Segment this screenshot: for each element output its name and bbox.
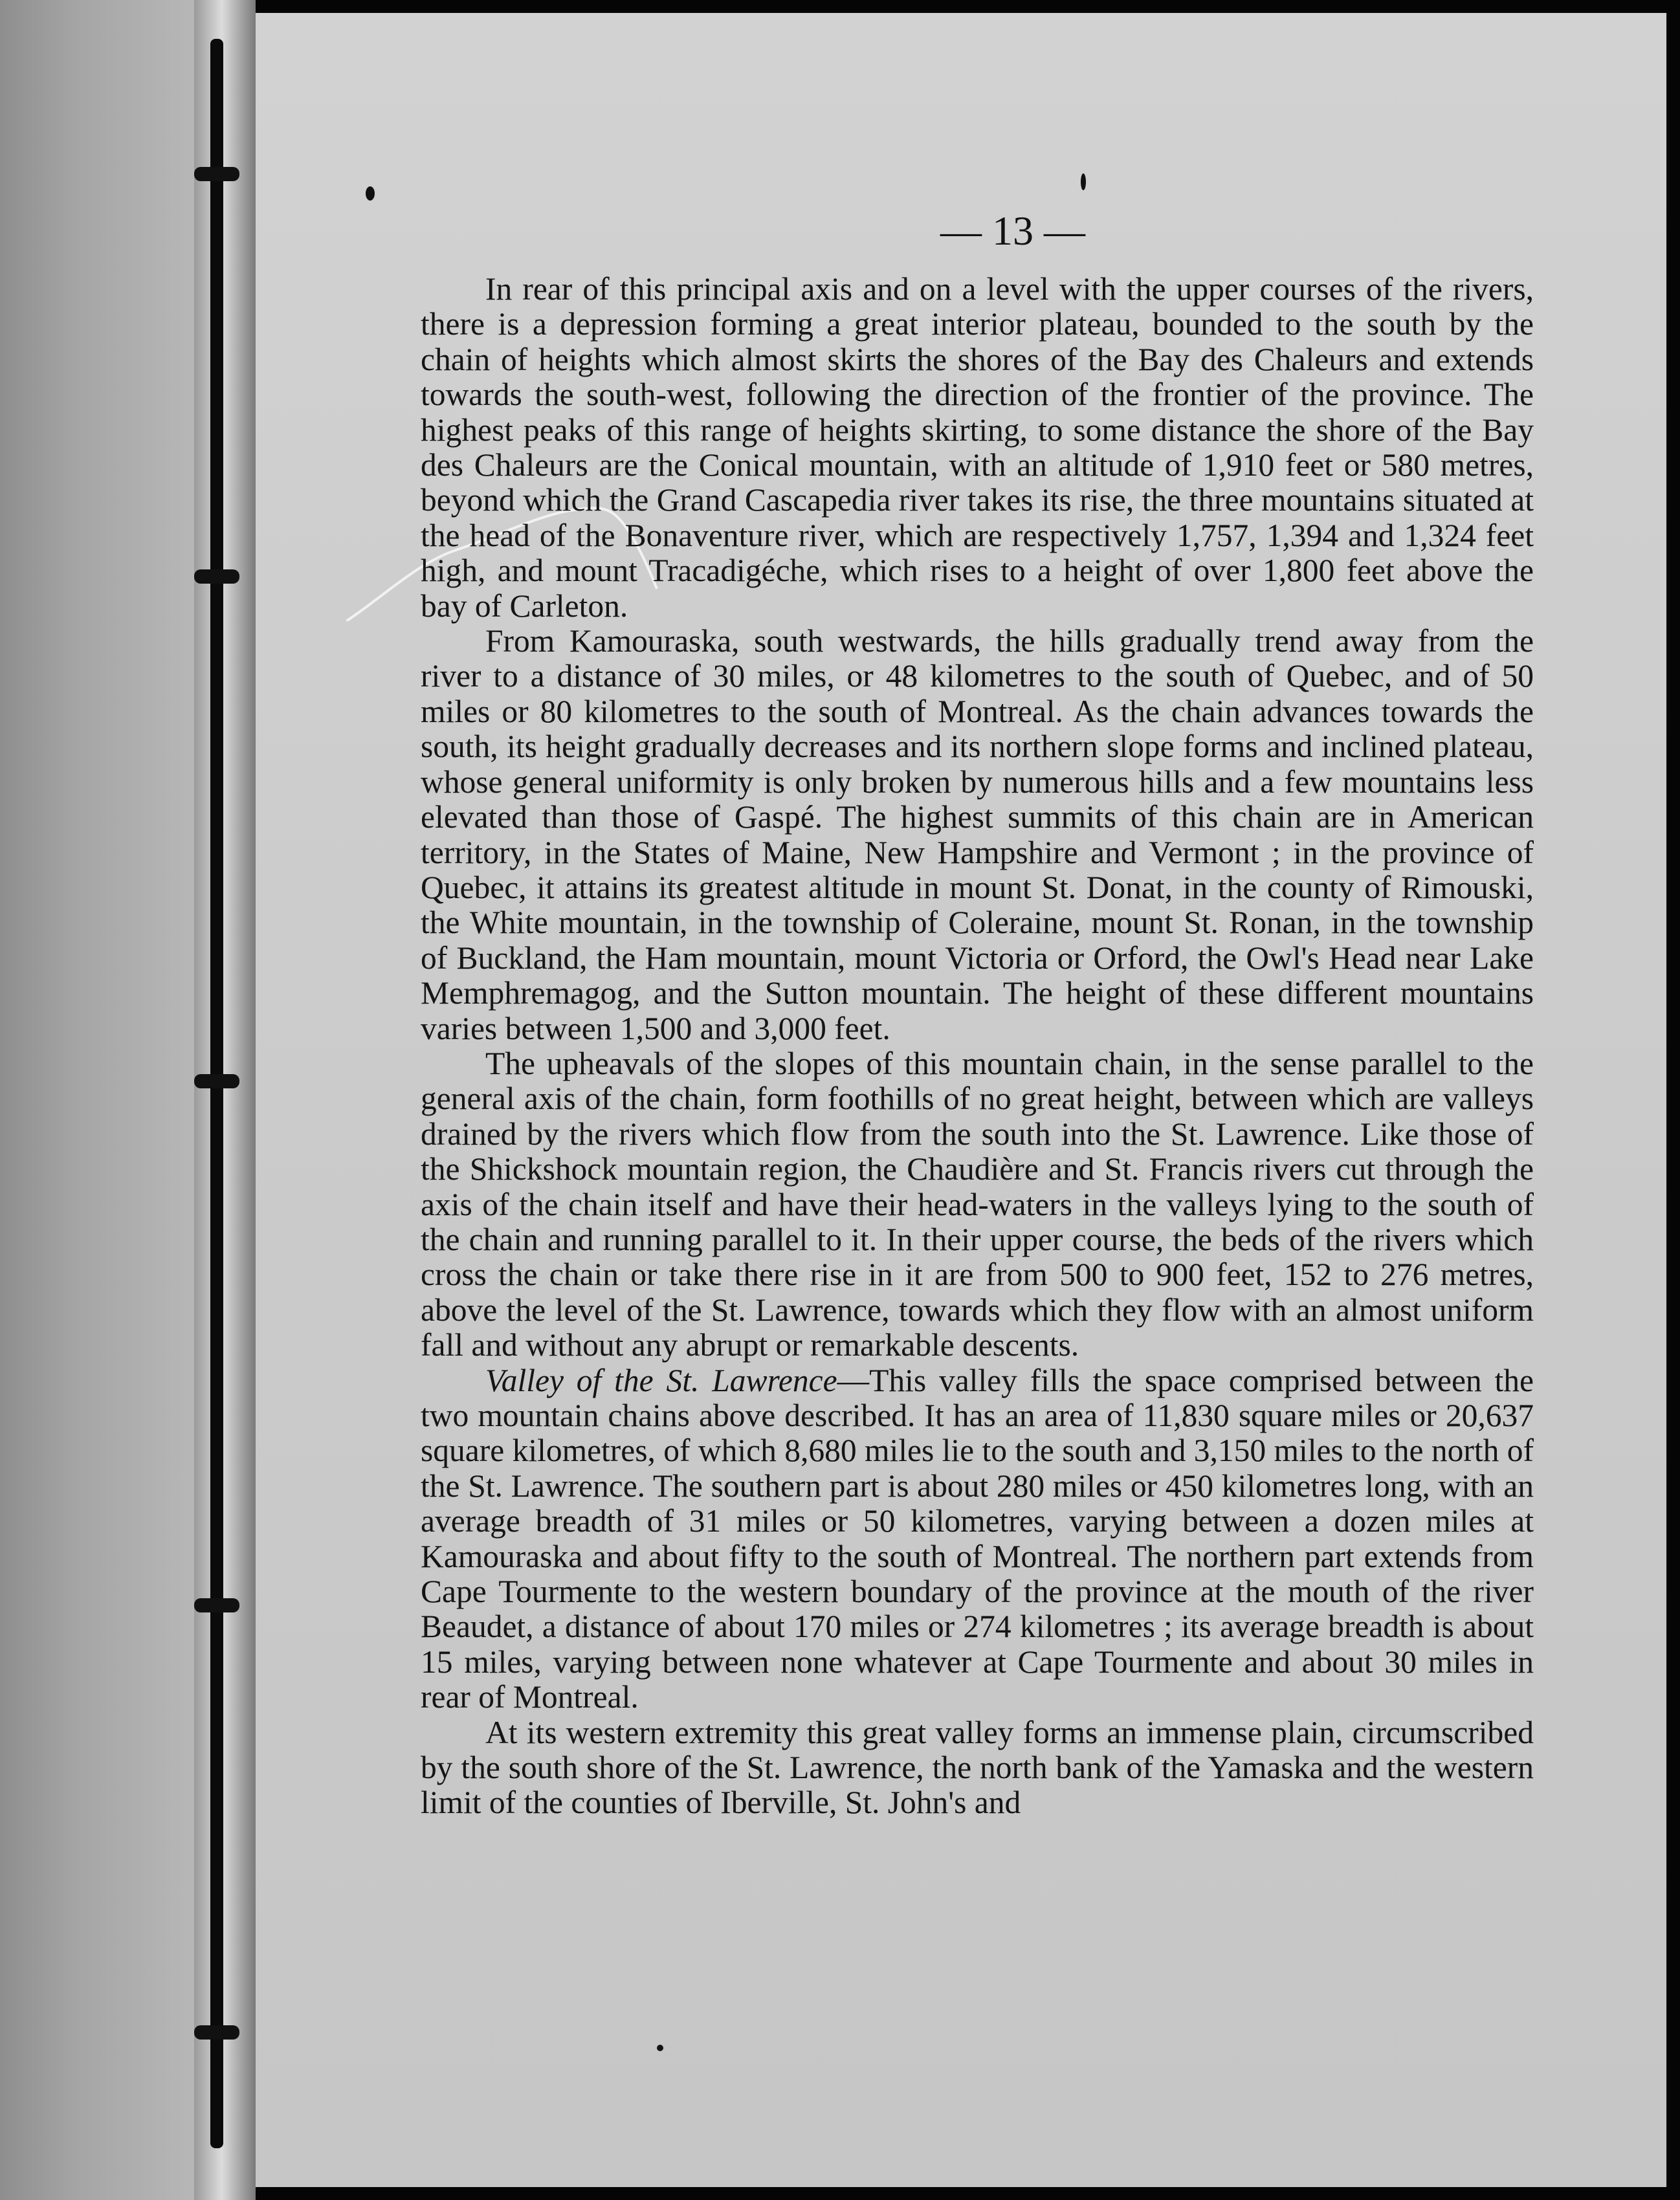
paragraph: In rear of this principal axis and on a level with the upper courses of the rivers, there is a depression forming a great interior plateau, bounded to the south by the chain of heights which almost skirts the shores of the Bay des Chaleurs and extends towards the south-west, following the direction of the frontier of the province. The highest peaks of this range of heights skirting, to some distance the shore of the Bay des Chaleurs are the Conical mountain, with an altitude of 1,910 feet or 580 metres, beyond which the Grand Cascapedia river takes its rise, the three mountains situated at the head of the Bonaventure river, which are respectively 1,757, 1,394 and 1,324 feet high, and mount Tracadigéche, which rises to a height of over 1,800 feet above the bay of Carleton. [421,271,1534,624]
ink-speck [366,186,375,201]
ink-speck [1081,173,1086,190]
ink-speck [657,2045,663,2051]
binding-stitch [194,569,239,584]
binding-stitch [194,167,239,181]
binding-stitch [194,2025,239,2040]
body-text [421,272,1534,1821]
book-gutter [194,0,256,2200]
paragraph-text: —This valley fills the space comprised between the two mountain chains above described. It has an area of 11,830 square miles or 20,637 square kilometres, of which 8,680 miles lie to the south and 3,150 miles to the north of the St. Lawrence. The southern part is about 280 miles or 450 kilometres long, with an average breadth of 31 miles or 50 kilometres, varying between a dozen miles at Kamouraska and about fifty to the south of Montreal. The northern part extends from Cape Tourmente to the western boundary of the province at the mouth of the river Beaudet, a distance of about 170 miles or 274 kilometres ; its average breadth is about 15 miles, varying between none whatever at Cape Tourmente and about 30 miles in rear of Montreal. [421,1362,1534,1715]
binding-stitch [194,1598,239,1612]
paragraph [421,1363,1534,1715]
paragraph: The upheavals of the slopes of this mountain chain, in the sense parallel to the general axis of the chain, form foothills of no great height, between which are valleys drained by the rivers which flow from the south into the St. Lawrence. Like those of the Shickshock mountain region, the Chaudière and St. Francis rivers cut through the axis of the chain itself and have their head-waters in the valleys lying to the south of the chain and running parallel to it. In their upper course, the beds of the rivers which cross the chain or take there rise in it are from 500 to 900 feet, 152 to 276 metres, above the level of the St. Lawrence, towards which they flow with an almost uniform fall and without any abrupt or remarkable descents. [421,1045,1534,1363]
binding-spine [210,39,223,2148]
facing-page-edge [0,0,194,2200]
paragraph: At its western extremity this great valley forms an immense plain, circumscribed by the south shore of the St. Lawrence, the north bank of the Yamaska and the western limit of the counties of Iberville, St. John's and [421,1714,1534,1821]
book-page [256,13,1666,2187]
paragraph: From Kamouraska, south westwards, the hills gradually trend away from the river to a distance of 30 miles, or 48 kilometres to the south of Quebec, and of 50 miles or 80 kilometres to the south of Montreal. As the chain advances towards the south, its height gradually decreases and its northern slope forms and inclined plateau, whose general uniformity is only broken by numerous hills and a few mountains less elevated than those of Gaspé. The highest summits of this chain are in American territory, in the States of Maine, New Hampshire and Vermont ; in the province of Quebec, it attains its greatest altitude in mount St. Donat, in the county of Rimouski, the White mountain, in the township of Coleraine, mount St. Ronan, in the township of Buckland, the Ham mountain, mount Victoria or Orford, the Owl's Head near Lake Memphremagog, and the Sutton mountain. The height of these different mountains varies between 1,500 and 3,000 feet. [421,623,1534,1046]
binding-stitch [194,1074,239,1088]
section-heading: Valley of the St. Lawrence [485,1362,837,1398]
page-number: — 13 — [940,208,1085,254]
